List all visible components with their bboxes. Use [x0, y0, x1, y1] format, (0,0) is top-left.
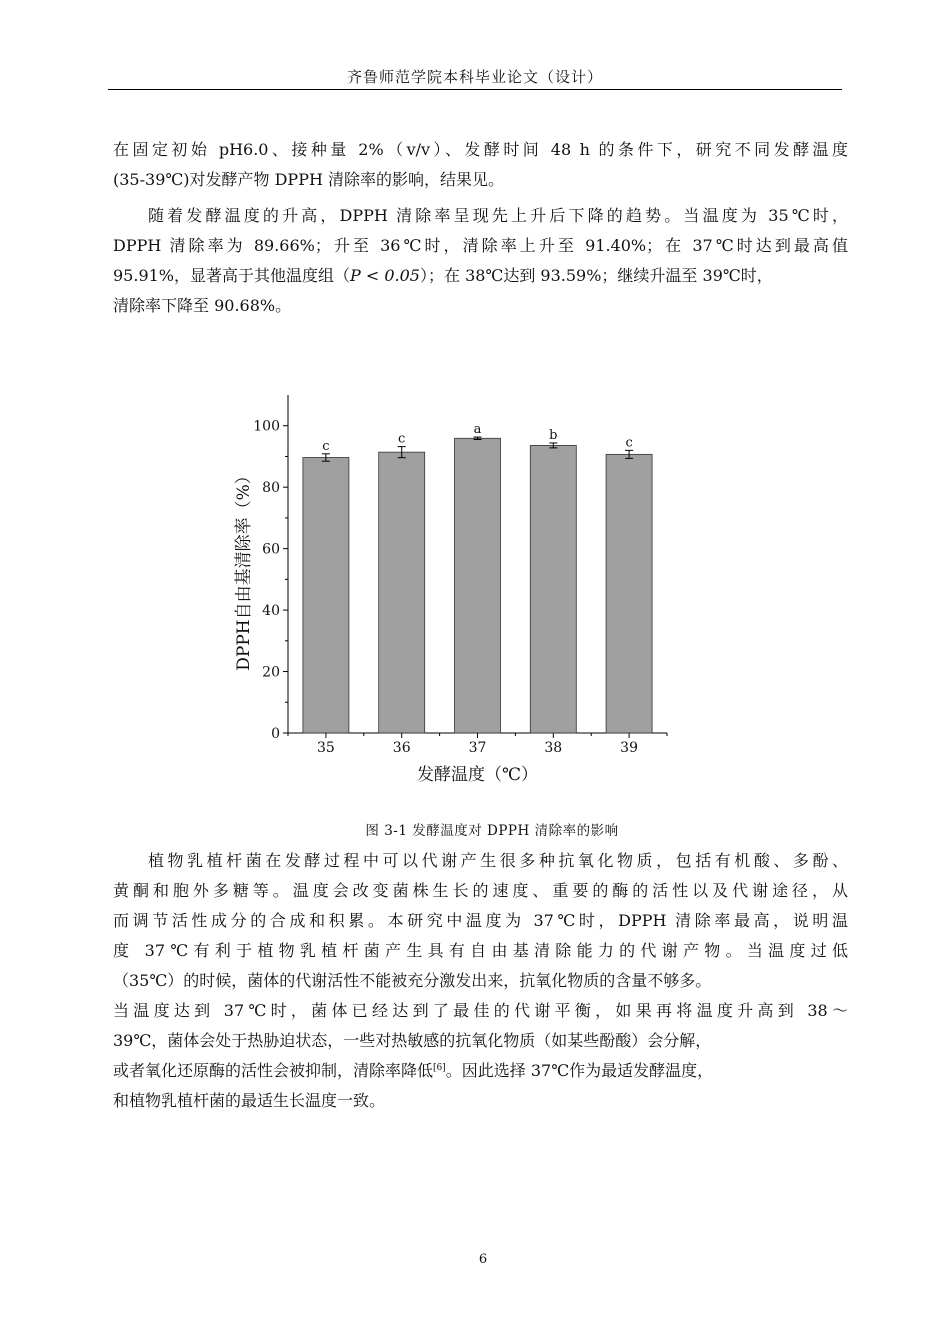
text-line: DPPH 清除率为 89.66%；升至 36℃时，清除率上升至 91.40%；在 37℃时达到最高值	[113, 236, 848, 255]
page-number: 6	[478, 1252, 488, 1267]
x-tick-label: 36	[392, 740, 411, 756]
significance-letter: c	[398, 431, 406, 447]
text-line: 39℃，菌体会处于热胁迫状态，一些对热敏感的抗氧化物质（如某些酚酸）会分解，	[113, 1031, 712, 1050]
bar	[455, 438, 501, 733]
page-header: 齐鲁师范学院本科毕业论文（设计）	[346, 68, 603, 86]
significance-letter: a	[473, 422, 482, 438]
bar	[379, 452, 425, 733]
text-line: 当温度达到 37℃时，菌体已经达到了最佳的代谢平衡，如果再将温度升高到 38～	[113, 1001, 848, 1020]
significance-letter: c	[625, 435, 633, 451]
x-tick-label: 39	[620, 740, 639, 756]
text-line	[113, 261, 848, 291]
text-line	[113, 1056, 848, 1086]
x-tick-label: 38	[544, 740, 563, 756]
y-axis-title: DPPH自由基清除率（%）	[234, 467, 254, 671]
text-line: 和植物乳植杆菌的最适生长温度一致。	[113, 1091, 386, 1110]
p-value: P < 0.05	[350, 266, 420, 285]
bar	[606, 454, 652, 733]
text-line: 黄酮和胞外多糖等。温度会改变菌株生长的速度、重要的酶的活性以及代谢途径，从	[113, 881, 848, 900]
text-line: 度 37℃有利于植物乳植杆菌产生具有自由基清除能力的代谢产物。当温度过低	[113, 941, 848, 960]
figure-caption: 图 3-1 发酵温度对 DPPH 清除率的影响	[365, 823, 619, 839]
y-tick-label: 20	[262, 664, 280, 681]
x-tick-label: 37	[468, 740, 487, 756]
text-run: ）；在 38℃达到 93.59%；继续升温至 39℃时，	[419, 266, 773, 285]
y-tick-label: 0	[271, 726, 280, 742]
text-run: 。因此选择 37℃作为最适发酵温度，	[445, 1061, 714, 1080]
citation: [6]	[433, 1063, 446, 1073]
text-line: 随着发酵温度的升高，DPPH 清除率呈现先上升后下降的趋势。当温度为 35℃时，	[148, 206, 848, 225]
text-line: 清除率下降至 90.68%。	[113, 296, 292, 315]
x-tick-label: 35	[316, 740, 335, 756]
significance-letter: b	[549, 427, 558, 443]
text-run: 或者氧化还原酶的活性会被抑制，清除率降低	[113, 1061, 434, 1080]
bar	[303, 457, 349, 733]
header-rule	[108, 89, 842, 90]
x-axis-title: 发酵温度（℃）	[416, 765, 539, 785]
paragraph-1	[113, 135, 848, 195]
paragraph-2	[113, 201, 848, 321]
y-tick-label: 100	[253, 418, 280, 435]
bar	[530, 445, 576, 733]
text-run: 95.91%，显著高于其他温度组（	[113, 266, 351, 285]
bar-chart	[225, 385, 685, 790]
y-tick-label: 80	[262, 480, 280, 497]
significance-letter: c	[322, 438, 330, 454]
text-line: （35℃）的时候，菌体的代谢活性不能被充分激发出来，抗氧化物质的含量不够多。	[113, 971, 712, 990]
paragraph-3	[113, 846, 848, 1116]
y-tick-label: 40	[262, 603, 280, 620]
text-line: 植物乳植杆菌在发酵过程中可以代谢产生很多种抗氧化物质，包括有机酸、多酚、	[148, 851, 848, 870]
text-line: 而调节活性成分的合成和积累。本研究中温度为 37℃时，DPPH 清除率最高，说明温	[113, 911, 848, 930]
text-line: (35-39℃)对发酵产物 DPPH 清除率的影响，结果见。	[113, 170, 504, 189]
text-line: 在固定初始 pH6.0、接种量 2%（v/v）、发酵时间 48 h 的条件下，研究不同发酵温度	[113, 140, 848, 159]
y-tick-label: 60	[262, 541, 280, 558]
